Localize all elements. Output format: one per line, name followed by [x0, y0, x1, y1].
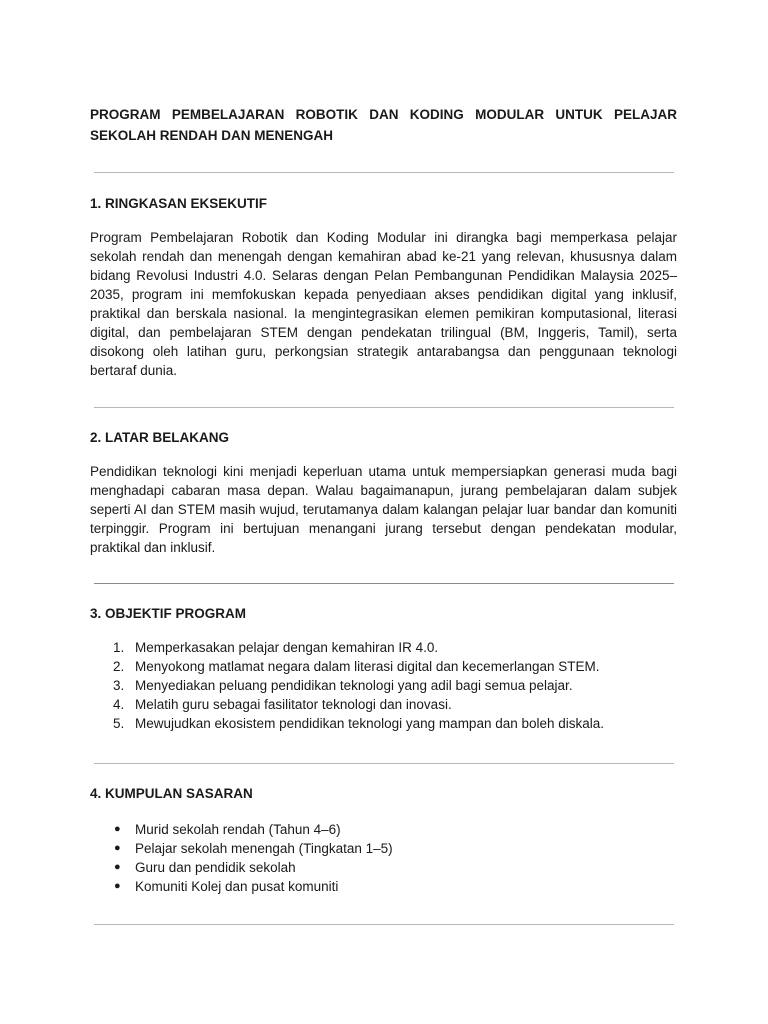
list-item — [90, 695, 677, 714]
list-item-text: Pelajar sekolah menengah (Tingkatan 1–5) — [135, 841, 393, 856]
background-paragraph: Pendidikan teknologi kini menjadi keperluan utama untuk mempersiapkan generasi muda bagi menghadapi cabaran masa depan. Walau bagaimanapun, jurang pembelajaran dalam subjek seperti AI dan STEM masih wujud, terutamanya dalam kalangan pelajar luar bandar dan komuniti terpinggir. Program ini bertujuan menangani jurang tersebut dengan pendekatan modular, praktikal dan inklusif. — [90, 464, 677, 555]
list-item — [90, 676, 677, 695]
document-title: PROGRAM PEMBELAJARAN ROBOTIK DAN KODING MODULAR UNTUK PELAJAR SEKOLAH RENDAH DAN MENENGAH — [90, 107, 677, 143]
list-item-text: Melatih guru sebagai fasilitator teknologi dan inovasi. — [135, 697, 452, 712]
section-heading-kumpulan-sasaran: 4. KUMPULAN SASARAN — [90, 786, 253, 801]
bullet-icon: ● — [114, 861, 121, 873]
section-divider — [94, 763, 674, 764]
section-divider — [94, 172, 674, 173]
list-item — [90, 839, 677, 858]
list-item — [90, 858, 677, 877]
list-item — [90, 820, 677, 839]
executive-summary-paragraph: Program Pembelajaran Robotik dan Koding Modular ini dirangka bagi memperkasa pelajar sekolah rendah dan menengah dengan kemahiran abad ke-21 yang relevan, khususnya dalam bidang Revolusi Industri 4.0. Selaras dengan Pelan Pembangunan Pendidikan Malaysia 2025–2035, program ini memfokuskan kepada penyediaan akses pendidikan digital yang inklusif, praktikal dan berskala nasional. Ia mengintegrasikan elemen pemikiran komputasional, literasi digital, dan pembelajaran STEM dengan pendekatan trilingual (BM, Inggeris, Tamil), serta disokong oleh latihan guru, perkongsian strategik antarabangsa dan penggunaan teknologi bertaraf dunia. — [90, 230, 677, 378]
list-item-text: Guru dan pendidik sekolah — [135, 860, 296, 875]
list-item-text: Mewujudkan ekosistem pendidikan teknologi yang mampan dan boleh diskala. — [135, 716, 605, 731]
list-item — [90, 657, 677, 676]
section-heading-objektif-program: 3. OBJEKTIF PROGRAM — [90, 606, 247, 621]
list-number: 5. — [113, 716, 125, 731]
list-number: 4. — [113, 697, 125, 712]
list-item — [90, 714, 677, 733]
list-item-text: Menyediakan peluang pendidikan teknologi yang adil bagi semua pelajar. — [135, 678, 573, 693]
bullet-icon: ● — [114, 880, 121, 892]
document-page — [90, 104, 677, 925]
bullet-icon: ● — [114, 842, 121, 854]
section-divider — [94, 407, 674, 408]
section-divider — [94, 924, 674, 925]
list-item-text: Memperkasakan pelajar dengan kemahiran IR 4.0. — [135, 640, 439, 655]
list-item-text: Murid sekolah rendah (Tahun 4–6) — [135, 822, 341, 837]
list-item — [90, 877, 677, 896]
bullet-icon: ● — [114, 823, 121, 835]
list-number: 1. — [113, 640, 125, 655]
list-item — [90, 638, 677, 657]
section-divider — [94, 583, 674, 584]
target-groups-list — [90, 820, 677, 896]
list-item-text: Komuniti Kolej dan pusat komuniti — [135, 879, 339, 894]
list-number: 2. — [113, 659, 125, 674]
section-heading-ringkasan-eksekutif: 1. RINGKASAN EKSEKUTIF — [90, 196, 268, 211]
list-item-text: Menyokong matlamat negara dalam literasi digital dan kecemerlangan STEM. — [135, 659, 600, 674]
list-number: 3. — [113, 678, 125, 693]
objectives-list — [90, 638, 677, 733]
section-heading-latar-belakang: 2. LATAR BELAKANG — [90, 430, 229, 445]
